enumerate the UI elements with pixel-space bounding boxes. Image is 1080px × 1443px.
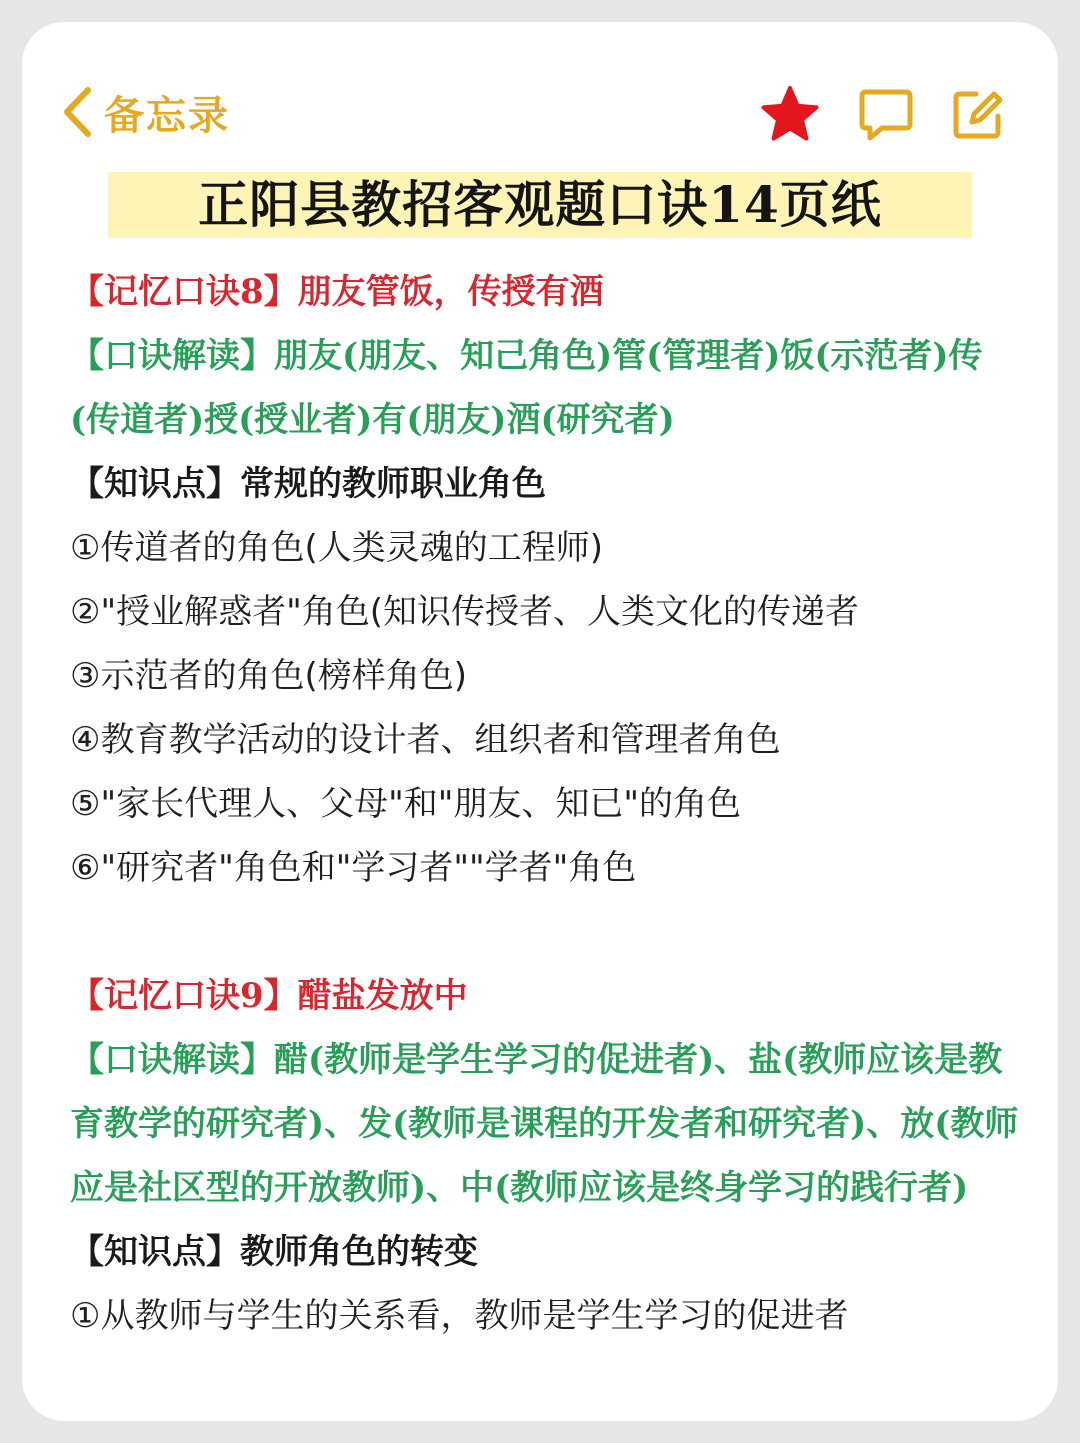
knowledge-heading-8: 【知识点】常规的教师职业角色 <box>70 464 546 504</box>
top-nav-bar <box>22 78 1058 148</box>
interpretation-8: 【口诀解读】朋友(朋友、知己角色)管(管理者)饭(示范者)传(传道者)授(授业者)有(朋友)酒(研究者) <box>70 336 983 440</box>
list-item: ①从教师与学生的关系看，教师是学生学习的促进者 <box>70 1296 849 1336</box>
section-spacer <box>70 900 1020 964</box>
title-highlight <box>108 172 972 238</box>
chevron-left-icon <box>62 86 92 138</box>
back-label: 备忘录 <box>104 92 230 139</box>
list-item: ⑤"家长代理人、父母"和"朋友、知已"的角色 <box>70 784 742 824</box>
comment-button[interactable] <box>856 84 916 144</box>
list-item: ①传道者的角色(人类灵魂的工程师) <box>70 528 604 568</box>
mnemonic-8: 【记忆口诀8】朋友管饭，传授有酒 <box>70 272 604 312</box>
edit-icon <box>948 84 1008 144</box>
knowledge-heading-9: 【知识点】教师角色的转变 <box>70 1232 478 1272</box>
list-item: ④教育教学活动的设计者、组织者和管理者角色 <box>70 720 781 760</box>
note-content <box>70 260 1020 1348</box>
page-title: 正阳县教招客观题口诀14页纸 <box>198 175 882 234</box>
favorite-button[interactable] <box>760 84 820 144</box>
note-card <box>22 22 1058 1421</box>
back-button[interactable] <box>62 82 230 142</box>
list-item: ⑥"研究者"角色和"学习者""学者"角色 <box>70 848 637 888</box>
mnemonic-9: 【记忆口诀9】醋盐发放中 <box>70 976 468 1016</box>
edit-button[interactable] <box>948 84 1008 144</box>
list-item: ③示范者的角色(榜样角色) <box>70 656 468 696</box>
interpretation-9: 【口诀解读】醋(教师是学生学习的促进者)、盐(教师应该是教育教学的研究者)、发(教师是课程的开发者和研究者)、放(教师应是社区型的开放教师)、中(教师应该是终身学习的践行者) <box>70 1040 1019 1208</box>
list-item: ②"授业解惑者"角色(知识传授者、人类文化的传递者 <box>70 592 860 632</box>
star-icon <box>760 84 820 144</box>
comment-icon <box>856 84 916 144</box>
